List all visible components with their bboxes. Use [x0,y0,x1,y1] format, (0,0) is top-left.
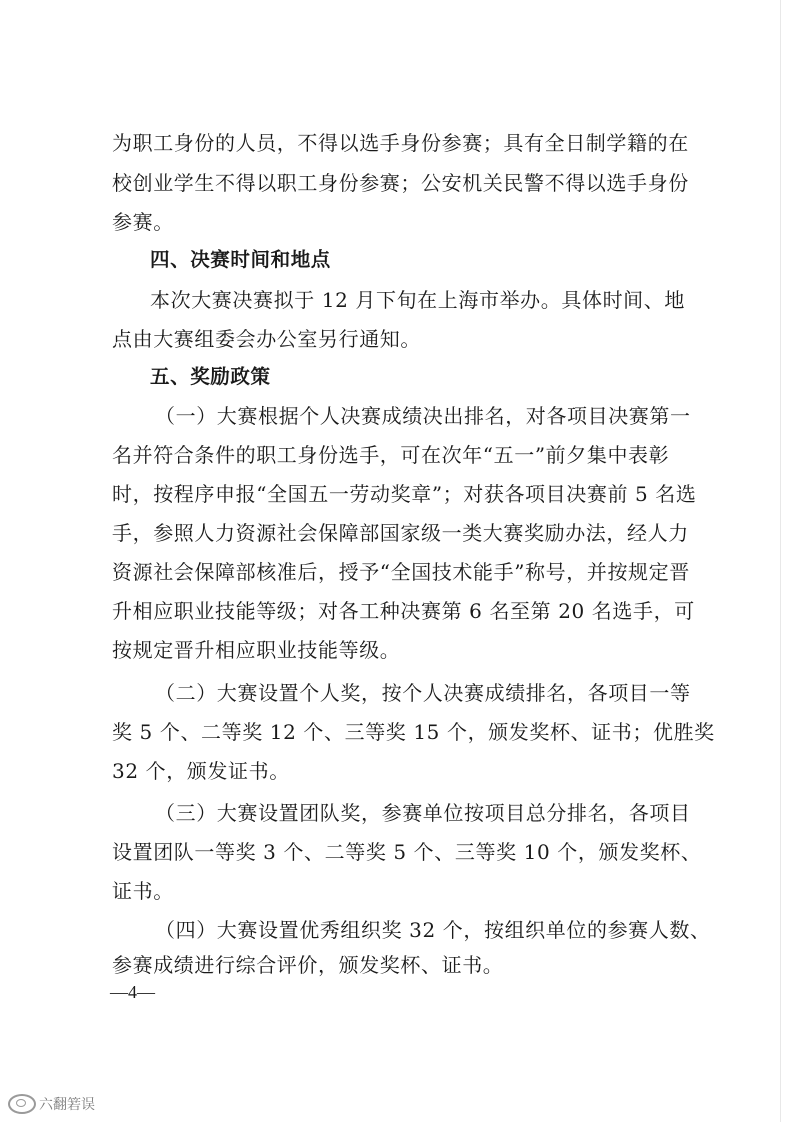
text-line: 按规定晋升相应职业技能等级。 [112,638,401,662]
watermark-text: 六翻箬误 [39,1097,95,1113]
text-line: 升相应职业技能等级；对各工种决赛第 6 名至第 20 名选手，可 [112,599,695,623]
text-line: 校创业学生不得以职工身份参赛；公安机关民警不得以选手身份 [112,171,689,195]
text-line: （二）大赛设置个人奖，按个人决赛成绩排名，各项目一等 [155,681,691,705]
page-number: —4— [110,982,155,1002]
text-line: 参赛成绩进行综合评价，颁发奖杯、证书。 [112,953,504,977]
text-line: 设置团队一等奖 3 个、二等奖 5 个、三等奖 10 个，颁发奖杯、 [112,840,702,864]
section-heading-5: 五、奖励政策 [150,365,271,388]
text-line: 为职工身份的人员，不得以选手身份参赛；具有全日制学籍的在 [112,131,689,155]
scan-edge [780,0,781,1122]
text-line: （四）大赛设置优秀组织奖 32 个，按组织单位的参赛人数、 [155,918,711,942]
text-line: 时，按程序申报“全国五一劳动奖章”；对获各项目决赛前 5 名选 [112,482,697,506]
watermark-logo-icon [8,1094,36,1114]
text-line: （一）大赛根据个人决赛成绩决出排名，对各项目决赛第一 [155,404,691,428]
watermark [8,1094,95,1114]
text-line: 本次大赛决赛拟于 12 月下旬在上海市举办。具体时间、地 [150,288,685,312]
text-line: （三）大赛设置团队奖，参赛单位按项目总分排名，各项目 [155,801,691,825]
text-line: 资源社会保障部核准后，授予“全国技术能手”称号，并按规定晋 [112,560,690,584]
text-line: 32 个，颁发证书。 [112,759,290,783]
text-line: 名并符合条件的职工身份选手，可在次年“五一”前夕集中表彰 [112,443,670,467]
text-line: 手，参照人力资源社会保障部国家级一类大赛奖励办法，经人力 [112,521,689,545]
text-line: 证书。 [112,879,174,903]
text-line: 点由大赛组委会办公室另行通知。 [112,327,421,351]
text-line: 参赛。 [112,210,174,234]
text-line: 奖 5 个、二等奖 12 个、三等奖 15 个，颁发奖杯、证书；优胜奖 [112,720,715,744]
section-heading-4: 四、决赛时间和地点 [150,248,331,271]
